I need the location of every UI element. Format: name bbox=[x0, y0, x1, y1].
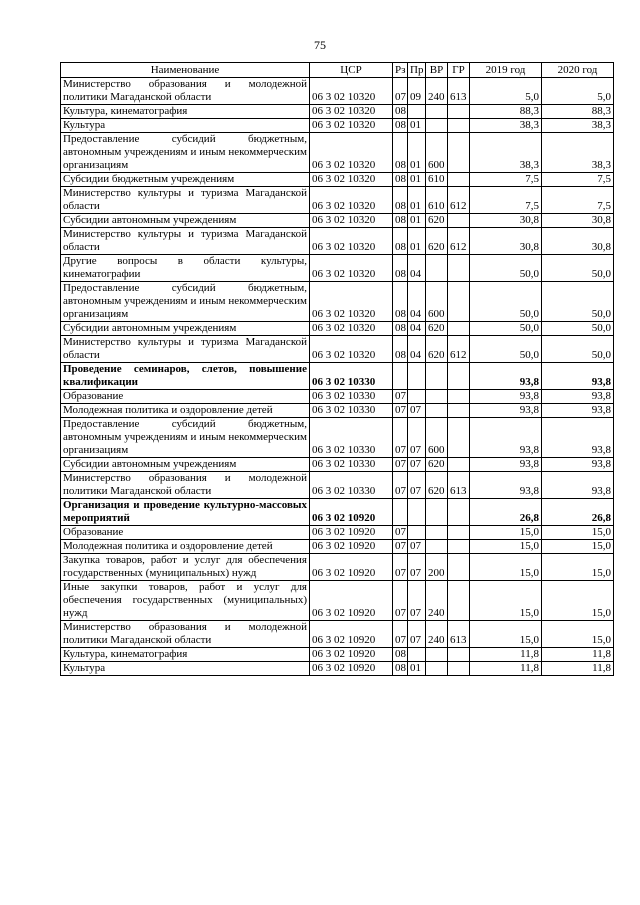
cell-rz: 08 bbox=[393, 648, 408, 662]
cell-y2020: 93,8 bbox=[542, 363, 614, 390]
cell-y2020: 11,8 bbox=[542, 648, 614, 662]
cell-rz: 08 bbox=[393, 214, 408, 228]
column-header-pr: Пр bbox=[408, 63, 426, 78]
cell-name: Организация и проведение культурно-массовых мероприятий bbox=[61, 499, 310, 526]
cell-y2019: 50,0 bbox=[470, 322, 542, 336]
cell-name: Министерство образования и молодежной политики Магаданской области bbox=[61, 621, 310, 648]
cell-pr: 07 bbox=[408, 581, 426, 621]
cell-csr: 06 3 02 10320 bbox=[310, 214, 393, 228]
cell-pr bbox=[408, 363, 426, 390]
table-row bbox=[61, 458, 614, 472]
cell-y2020: 15,0 bbox=[542, 554, 614, 581]
cell-y2020: 11,8 bbox=[542, 662, 614, 676]
table-row bbox=[61, 78, 614, 105]
cell-y2020: 26,8 bbox=[542, 499, 614, 526]
cell-rz: 07 bbox=[393, 78, 408, 105]
cell-csr: 06 3 02 10320 bbox=[310, 133, 393, 173]
cell-vr bbox=[426, 648, 448, 662]
cell-csr: 06 3 02 10920 bbox=[310, 621, 393, 648]
cell-name: Образование bbox=[61, 390, 310, 404]
cell-rz: 07 bbox=[393, 458, 408, 472]
cell-name: Министерство культуры и туризма Магаданской области bbox=[61, 336, 310, 363]
cell-csr: 06 3 02 10330 bbox=[310, 404, 393, 418]
cell-rz: 07 bbox=[393, 581, 408, 621]
cell-name: Субсидии бюджетным учреждениям bbox=[61, 173, 310, 187]
cell-vr: 240 bbox=[426, 581, 448, 621]
table-row bbox=[61, 526, 614, 540]
column-header-2020: 2020 год bbox=[542, 63, 614, 78]
cell-gr bbox=[448, 540, 470, 554]
table-row bbox=[61, 499, 614, 526]
cell-y2020: 88,3 bbox=[542, 105, 614, 119]
cell-csr: 06 3 02 10920 bbox=[310, 540, 393, 554]
cell-rz: 07 bbox=[393, 418, 408, 458]
cell-gr bbox=[448, 648, 470, 662]
cell-gr: 613 bbox=[448, 472, 470, 499]
cell-rz: 08 bbox=[393, 336, 408, 363]
cell-name: Другие вопросы в области культуры, кинематографии bbox=[61, 255, 310, 282]
cell-csr: 06 3 02 10920 bbox=[310, 648, 393, 662]
cell-gr: 612 bbox=[448, 336, 470, 363]
cell-rz: 07 bbox=[393, 404, 408, 418]
cell-rz: 08 bbox=[393, 173, 408, 187]
cell-gr bbox=[448, 255, 470, 282]
table-row bbox=[61, 363, 614, 390]
cell-pr: 04 bbox=[408, 255, 426, 282]
cell-pr: 07 bbox=[408, 458, 426, 472]
cell-name: Субсидии автономным учреждениям bbox=[61, 214, 310, 228]
cell-pr: 07 bbox=[408, 472, 426, 499]
cell-gr: 613 bbox=[448, 78, 470, 105]
cell-pr: 07 bbox=[408, 418, 426, 458]
cell-vr: 620 bbox=[426, 228, 448, 255]
table-row bbox=[61, 472, 614, 499]
cell-vr: 610 bbox=[426, 173, 448, 187]
table-row bbox=[61, 540, 614, 554]
cell-y2020: 38,3 bbox=[542, 119, 614, 133]
cell-gr: 612 bbox=[448, 228, 470, 255]
cell-csr: 06 3 02 10320 bbox=[310, 187, 393, 214]
cell-rz: 08 bbox=[393, 282, 408, 322]
cell-vr: 620 bbox=[426, 214, 448, 228]
cell-y2019: 15,0 bbox=[470, 581, 542, 621]
cell-vr: 600 bbox=[426, 282, 448, 322]
cell-rz: 08 bbox=[393, 228, 408, 255]
cell-y2020: 15,0 bbox=[542, 540, 614, 554]
table-row bbox=[61, 390, 614, 404]
cell-name: Министерство культуры и туризма Магаданской области bbox=[61, 187, 310, 214]
table-row bbox=[61, 214, 614, 228]
table-row bbox=[61, 554, 614, 581]
table-row bbox=[61, 228, 614, 255]
cell-vr: 600 bbox=[426, 133, 448, 173]
cell-csr: 06 3 02 10320 bbox=[310, 255, 393, 282]
cell-y2019: 26,8 bbox=[470, 499, 542, 526]
table-row bbox=[61, 418, 614, 458]
cell-y2020: 7,5 bbox=[542, 173, 614, 187]
cell-gr bbox=[448, 133, 470, 173]
cell-pr: 01 bbox=[408, 173, 426, 187]
cell-name: Субсидии автономным учреждениям bbox=[61, 458, 310, 472]
column-header-2019: 2019 год bbox=[470, 63, 542, 78]
table-row bbox=[61, 105, 614, 119]
cell-pr: 09 bbox=[408, 78, 426, 105]
cell-csr: 06 3 02 10320 bbox=[310, 336, 393, 363]
cell-y2019: 30,8 bbox=[470, 228, 542, 255]
table-row bbox=[61, 336, 614, 363]
cell-gr bbox=[448, 363, 470, 390]
cell-name: Культура, кинематография bbox=[61, 105, 310, 119]
cell-gr bbox=[448, 214, 470, 228]
cell-csr: 06 3 02 10920 bbox=[310, 526, 393, 540]
cell-y2020: 93,8 bbox=[542, 390, 614, 404]
cell-y2019: 93,8 bbox=[470, 472, 542, 499]
column-header-vr: ВР bbox=[426, 63, 448, 78]
column-header-rz: Рз bbox=[393, 63, 408, 78]
cell-gr bbox=[448, 526, 470, 540]
cell-vr bbox=[426, 119, 448, 133]
cell-name: Министерство культуры и туризма Магаданской области bbox=[61, 228, 310, 255]
cell-y2019: 50,0 bbox=[470, 255, 542, 282]
cell-vr: 610 bbox=[426, 187, 448, 214]
cell-csr: 06 3 02 10330 bbox=[310, 472, 393, 499]
cell-rz: 07 bbox=[393, 390, 408, 404]
column-header-name: Наименование bbox=[61, 63, 310, 78]
cell-name: Предоставление субсидий бюджетным, автономным учреждениям и иным некоммерческим организациям bbox=[61, 418, 310, 458]
cell-name: Культура, кинематография bbox=[61, 648, 310, 662]
cell-y2020: 30,8 bbox=[542, 214, 614, 228]
cell-csr: 06 3 02 10920 bbox=[310, 499, 393, 526]
table-row bbox=[61, 255, 614, 282]
cell-rz: 08 bbox=[393, 322, 408, 336]
budget-table bbox=[60, 62, 614, 676]
table-row bbox=[61, 648, 614, 662]
cell-y2019: 11,8 bbox=[470, 648, 542, 662]
cell-csr: 06 3 02 10320 bbox=[310, 119, 393, 133]
cell-y2019: 38,3 bbox=[470, 133, 542, 173]
cell-name: Молодежная политика и оздоровление детей bbox=[61, 404, 310, 418]
cell-pr: 01 bbox=[408, 662, 426, 676]
table-body bbox=[61, 78, 614, 676]
cell-csr: 06 3 02 10320 bbox=[310, 78, 393, 105]
cell-y2020: 30,8 bbox=[542, 228, 614, 255]
cell-csr: 06 3 02 10330 bbox=[310, 458, 393, 472]
table-row bbox=[61, 187, 614, 214]
cell-gr bbox=[448, 119, 470, 133]
cell-pr: 07 bbox=[408, 540, 426, 554]
cell-rz bbox=[393, 363, 408, 390]
cell-pr: 04 bbox=[408, 282, 426, 322]
cell-y2019: 30,8 bbox=[470, 214, 542, 228]
cell-y2019: 50,0 bbox=[470, 336, 542, 363]
cell-y2020: 5,0 bbox=[542, 78, 614, 105]
cell-gr bbox=[448, 404, 470, 418]
cell-rz bbox=[393, 499, 408, 526]
table-row bbox=[61, 119, 614, 133]
cell-y2019: 50,0 bbox=[470, 282, 542, 322]
cell-pr: 07 bbox=[408, 404, 426, 418]
cell-pr: 01 bbox=[408, 214, 426, 228]
cell-rz: 07 bbox=[393, 526, 408, 540]
cell-y2020: 50,0 bbox=[542, 282, 614, 322]
cell-name: Культура bbox=[61, 119, 310, 133]
cell-pr: 01 bbox=[408, 187, 426, 214]
cell-vr bbox=[426, 255, 448, 282]
cell-y2019: 7,5 bbox=[470, 173, 542, 187]
cell-y2020: 93,8 bbox=[542, 404, 614, 418]
cell-gr bbox=[448, 322, 470, 336]
cell-y2019: 15,0 bbox=[470, 554, 542, 581]
cell-csr: 06 3 02 10330 bbox=[310, 390, 393, 404]
cell-y2019: 7,5 bbox=[470, 187, 542, 214]
cell-rz: 08 bbox=[393, 105, 408, 119]
cell-pr: 07 bbox=[408, 621, 426, 648]
table-row bbox=[61, 581, 614, 621]
cell-name: Проведение семинаров, слетов, повышение квалификации bbox=[61, 363, 310, 390]
cell-csr: 06 3 02 10920 bbox=[310, 554, 393, 581]
cell-y2020: 15,0 bbox=[542, 581, 614, 621]
cell-vr: 620 bbox=[426, 336, 448, 363]
cell-gr bbox=[448, 581, 470, 621]
cell-y2019: 15,0 bbox=[470, 526, 542, 540]
table-row bbox=[61, 662, 614, 676]
cell-vr: 240 bbox=[426, 78, 448, 105]
cell-name: Молодежная политика и оздоровление детей bbox=[61, 540, 310, 554]
cell-vr: 620 bbox=[426, 322, 448, 336]
cell-gr bbox=[448, 554, 470, 581]
cell-y2020: 50,0 bbox=[542, 336, 614, 363]
cell-y2019: 5,0 bbox=[470, 78, 542, 105]
cell-rz: 08 bbox=[393, 119, 408, 133]
cell-gr bbox=[448, 282, 470, 322]
cell-rz: 08 bbox=[393, 133, 408, 173]
cell-name: Закупка товаров, работ и услуг для обеспечения государственных (муниципальных) нужд bbox=[61, 554, 310, 581]
cell-gr bbox=[448, 499, 470, 526]
cell-csr: 06 3 02 10320 bbox=[310, 322, 393, 336]
cell-vr bbox=[426, 363, 448, 390]
cell-csr: 06 3 02 10920 bbox=[310, 662, 393, 676]
cell-y2019: 15,0 bbox=[470, 540, 542, 554]
cell-pr: 01 bbox=[408, 228, 426, 255]
table-row bbox=[61, 621, 614, 648]
cell-pr: 04 bbox=[408, 322, 426, 336]
cell-vr bbox=[426, 662, 448, 676]
cell-name: Субсидии автономным учреждениям bbox=[61, 322, 310, 336]
cell-pr: 07 bbox=[408, 554, 426, 581]
cell-gr bbox=[448, 390, 470, 404]
cell-y2020: 7,5 bbox=[542, 187, 614, 214]
table-row bbox=[61, 133, 614, 173]
cell-y2019: 93,8 bbox=[470, 458, 542, 472]
cell-gr bbox=[448, 173, 470, 187]
cell-pr bbox=[408, 499, 426, 526]
cell-rz: 08 bbox=[393, 255, 408, 282]
table-row bbox=[61, 404, 614, 418]
column-header-gr: ГР bbox=[448, 63, 470, 78]
cell-name: Министерство образования и молодежной политики Магаданской области bbox=[61, 472, 310, 499]
table-row bbox=[61, 322, 614, 336]
cell-y2020: 50,0 bbox=[542, 255, 614, 282]
cell-pr bbox=[408, 105, 426, 119]
table-header-row bbox=[61, 63, 614, 78]
table-row bbox=[61, 173, 614, 187]
cell-name: Предоставление субсидий бюджетным, автономным учреждениям и иным некоммерческим организациям bbox=[61, 133, 310, 173]
cell-y2019: 93,8 bbox=[470, 363, 542, 390]
cell-csr: 06 3 02 10320 bbox=[310, 173, 393, 187]
cell-vr bbox=[426, 526, 448, 540]
cell-rz: 08 bbox=[393, 187, 408, 214]
cell-csr: 06 3 02 10320 bbox=[310, 228, 393, 255]
cell-name: Предоставление субсидий бюджетным, автономным учреждениям и иным некоммерческим организациям bbox=[61, 282, 310, 322]
cell-pr bbox=[408, 390, 426, 404]
cell-vr bbox=[426, 404, 448, 418]
cell-rz: 07 bbox=[393, 472, 408, 499]
cell-gr bbox=[448, 105, 470, 119]
cell-pr: 01 bbox=[408, 119, 426, 133]
cell-name: Образование bbox=[61, 526, 310, 540]
cell-y2020: 50,0 bbox=[542, 322, 614, 336]
cell-vr: 620 bbox=[426, 472, 448, 499]
cell-name: Иные закупки товаров, работ и услуг для обеспечения государственных (муниципальных) нужд bbox=[61, 581, 310, 621]
cell-gr bbox=[448, 418, 470, 458]
cell-gr bbox=[448, 662, 470, 676]
cell-vr bbox=[426, 390, 448, 404]
cell-pr: 01 bbox=[408, 133, 426, 173]
cell-gr: 612 bbox=[448, 187, 470, 214]
cell-vr bbox=[426, 499, 448, 526]
cell-y2020: 15,0 bbox=[542, 621, 614, 648]
cell-y2019: 93,8 bbox=[470, 390, 542, 404]
cell-y2019: 93,8 bbox=[470, 418, 542, 458]
cell-pr bbox=[408, 648, 426, 662]
cell-y2020: 93,8 bbox=[542, 458, 614, 472]
cell-rz: 07 bbox=[393, 554, 408, 581]
cell-gr: 613 bbox=[448, 621, 470, 648]
cell-y2020: 93,8 bbox=[542, 418, 614, 458]
cell-rz: 07 bbox=[393, 621, 408, 648]
column-header-csr: ЦСР bbox=[310, 63, 393, 78]
cell-y2020: 15,0 bbox=[542, 526, 614, 540]
cell-y2019: 93,8 bbox=[470, 404, 542, 418]
page-number: 75 bbox=[314, 38, 326, 52]
cell-name: Министерство образования и молодежной политики Магаданской области bbox=[61, 78, 310, 105]
cell-y2020: 93,8 bbox=[542, 472, 614, 499]
cell-csr: 06 3 02 10330 bbox=[310, 363, 393, 390]
cell-vr bbox=[426, 540, 448, 554]
cell-csr: 06 3 02 10320 bbox=[310, 282, 393, 322]
cell-gr bbox=[448, 458, 470, 472]
cell-pr: 04 bbox=[408, 336, 426, 363]
cell-rz: 08 bbox=[393, 662, 408, 676]
cell-csr: 06 3 02 10330 bbox=[310, 418, 393, 458]
cell-csr: 06 3 02 10920 bbox=[310, 581, 393, 621]
cell-vr: 240 bbox=[426, 621, 448, 648]
cell-rz: 07 bbox=[393, 540, 408, 554]
cell-vr: 200 bbox=[426, 554, 448, 581]
cell-y2019: 38,3 bbox=[470, 119, 542, 133]
cell-y2019: 88,3 bbox=[470, 105, 542, 119]
cell-csr: 06 3 02 10320 bbox=[310, 105, 393, 119]
cell-name: Культура bbox=[61, 662, 310, 676]
cell-vr bbox=[426, 105, 448, 119]
cell-pr bbox=[408, 526, 426, 540]
cell-vr: 620 bbox=[426, 458, 448, 472]
cell-vr: 600 bbox=[426, 418, 448, 458]
cell-y2019: 11,8 bbox=[470, 662, 542, 676]
cell-y2020: 38,3 bbox=[542, 133, 614, 173]
cell-y2019: 15,0 bbox=[470, 621, 542, 648]
table-row bbox=[61, 282, 614, 322]
